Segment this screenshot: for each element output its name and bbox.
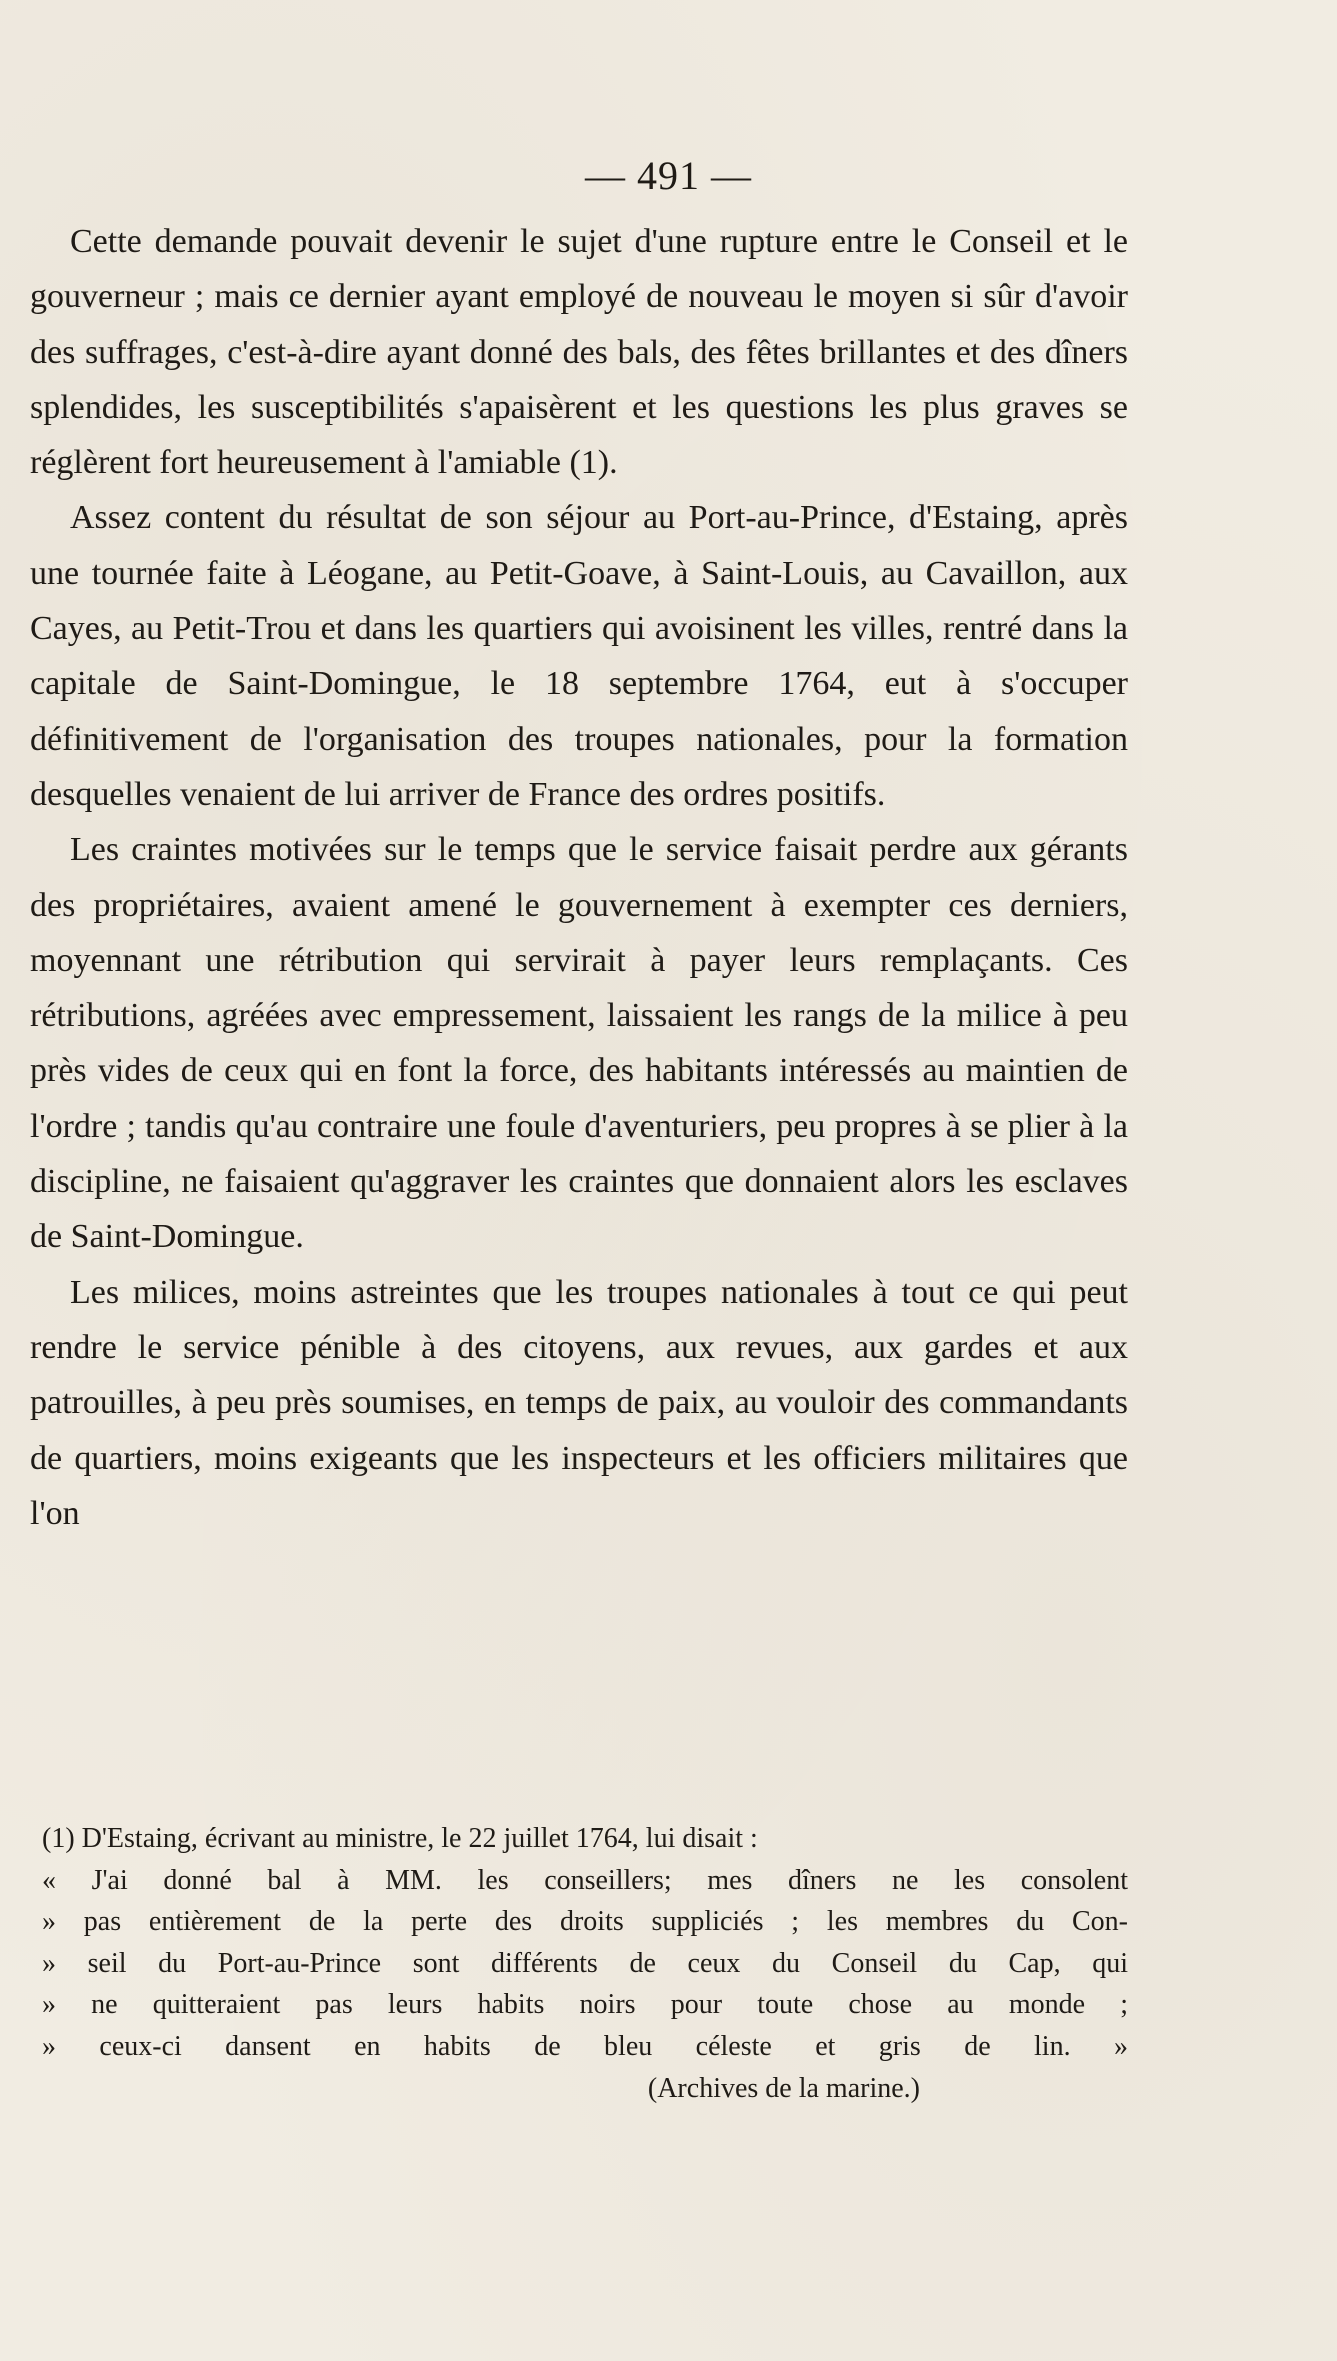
footnote-lead: (1) D'Estaing, écrivant au ministre, le 22 juillet 1764, lui disait :: [42, 1823, 758, 1854]
page-number: — 491 —: [585, 153, 752, 198]
main-text: [30, 214, 1128, 1541]
footnote-quote-line: « J'ai donné bal à MM. les conseillers; mes dîners ne les consolent: [42, 1864, 1128, 1896]
footnote-quote-line: » ceux-ci dansent en habits de bleu céleste et gris de lin. »: [42, 2030, 1128, 2062]
footnote-quote-line: » ne quitteraient pas leurs habits noirs pour toute chose au monde ;: [42, 1989, 1128, 2021]
footnote-source: (Archives de la marine.): [647, 2072, 920, 2104]
paragraph: Les craintes motivées sur le temps que le service faisait perdre aux gérants des propriétaires, avaient amené le gouvernement à exempter ces derniers, moyennant une rétribution qui servirait à payer leurs remplaçants. Ces rétributions, agréées avec empressement, laissaient les rangs de la milice à peu près vides de ceux qui en font la force, des habitants intéressés au maintien de l'ordre ; tandis qu'au contraire une foule d'aventuriers, peu propres à se plier à la discipline, ne faisaient qu'aggraver les craintes que donnaient alors les esclaves de Saint-Domingue.: [30, 831, 1128, 1256]
footnote: [30, 1818, 1128, 2109]
paragraph: Les milices, moins astreintes que les troupes nationales à tout ce qui peut rendre le service pénible à des citoyens, aux revues, aux gardes et aux patrouilles, à peu près soumises, en temps de paix, au vouloir des commandants de quartiers, moins exigeants que les inspecteurs et les officiers militaires que l'on: [30, 1273, 1128, 1532]
footnote-quote-line: » pas entièrement de la perte des droits suppliciés ; les membres du Con-: [42, 1906, 1128, 1938]
paragraph: Assez content du résultat de son séjour au Port-au-Prince, d'Estaing, après une tournée faite à Léogane, au Petit-Goave, à Saint-Louis, au Cavaillon, aux Cayes, au Petit-Trou et dans les quartiers qui avoisinent les villes, rentré dans la capitale de Saint-Domingue, le 18 septembre 1764, eut à s'occuper définitivement de l'organisation des troupes nationales, pour la formation desquelles venaient de lui arriver de France des ordres positifs.: [30, 499, 1128, 813]
paragraph: Cette demande pouvait devenir le sujet d'une rupture entre le Conseil et le gouverneur ; mais ce dernier ayant employé de nouveau le moyen si sûr d'avoir des suffrages, c'est-à-dire ayant donné des bals, des fêtes brillantes et des dîners splendides, les susceptibilités s'apaisèrent et les questions les plus graves se réglèrent fort heureusement à l'amiable (1).: [30, 223, 1128, 482]
footnote-quote-line: » seil du Port-au-Prince sont différents de ceux du Conseil du Cap, qui: [42, 1947, 1128, 1979]
